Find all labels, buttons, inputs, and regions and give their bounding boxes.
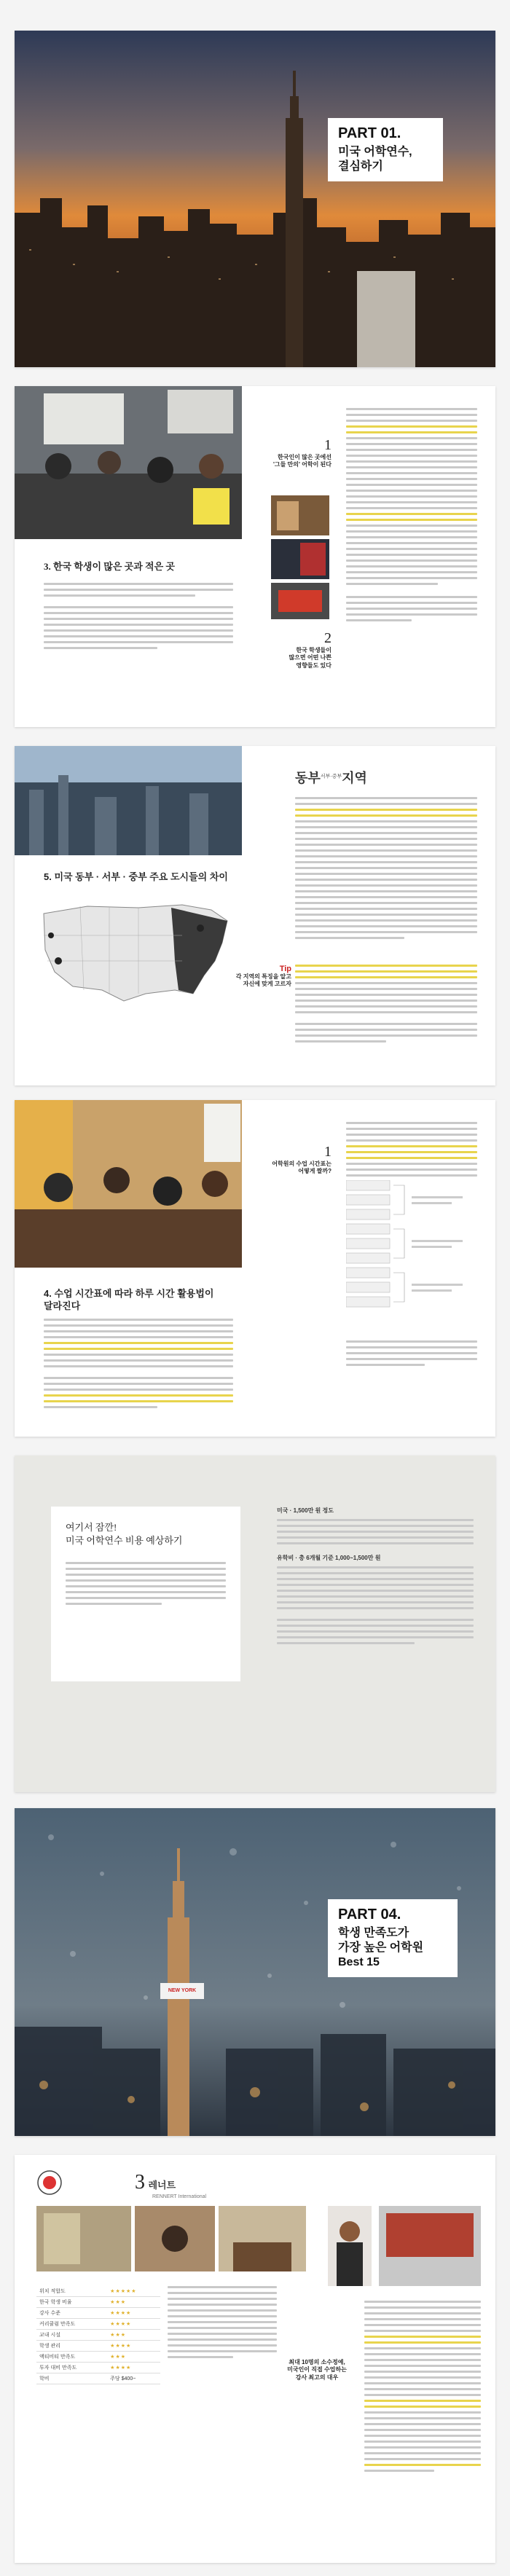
- body-text-right-bottom: [346, 1340, 477, 1370]
- sidebar-2: [266, 630, 332, 669]
- side-number-1: 1: [324, 437, 332, 453]
- school-name: 레너트: [148, 2180, 176, 2191]
- side-heading: 최대 10명의 소수정예, 미국인이 직접 수업하는 강사 최고의 대우: [287, 2359, 347, 2381]
- tip-label: Tip: [279, 965, 291, 973]
- school-photo-2: [135, 2206, 215, 2271]
- schedule-timetable-graphic: [346, 1180, 477, 1326]
- part01-title-box: [328, 118, 443, 181]
- table-row: 강사 수준 ★★★★: [36, 2308, 160, 2319]
- spread-regions: [15, 746, 495, 1085]
- part-label: PART 01.: [338, 125, 401, 141]
- us-map: [36, 892, 233, 1008]
- sidebar-1: [266, 1144, 332, 1176]
- body-text-right: [364, 2301, 481, 2475]
- cost-details: [277, 1507, 474, 1648]
- students-classroom-photo: [15, 1100, 242, 1268]
- cost-section-title: 여기서 잠깐! 미국 어학연수 비용 예상하기: [66, 1522, 183, 1547]
- school-logo: [36, 2169, 63, 2196]
- section-title: 5. 미국 동부 · 서부 · 중부 주요 도시들의 차이: [44, 871, 228, 882]
- table-row: 학비 주당 $400~: [36, 2373, 160, 2384]
- table-row: 커리큘럼 만족도 ★★★★: [36, 2319, 160, 2330]
- side-photo-1: [271, 495, 329, 535]
- spread-cost: [15, 1456, 495, 1792]
- region-heading: [295, 768, 477, 787]
- heading-end: 지역: [342, 771, 367, 785]
- table-row: 학생 관리 ★★★★: [36, 2341, 160, 2352]
- table-row: 한국 학생 비율 ★★★: [36, 2297, 160, 2308]
- body-text-middle: [168, 2286, 277, 2362]
- table-row: 액티비티 만족도 ★★★: [36, 2352, 160, 2363]
- spread-school-rennert: [15, 2155, 495, 2563]
- tip-sidebar: [233, 965, 291, 989]
- sidebar-1: [266, 437, 332, 469]
- body-text-right-bottom: [295, 965, 477, 1046]
- classroom-photo: [15, 386, 242, 539]
- body-text-right-top: [295, 797, 477, 943]
- part-title: 학생 만족도가 가장 높은 어학원 Best 15: [338, 1927, 424, 1968]
- part04-title-box: [328, 1899, 458, 1977]
- part-title: 미국 어학연수, 결심하기: [338, 146, 412, 173]
- side-number-1: 1: [324, 1144, 332, 1160]
- side-photo-3: [271, 583, 329, 619]
- city-aerial-photo: [15, 746, 242, 855]
- sidebar-highlight: [280, 2359, 353, 2381]
- cost-title-box: [51, 1507, 240, 1681]
- body-text-right: [346, 1122, 477, 1180]
- part-label: PART 04.: [338, 1907, 401, 1923]
- nyc-sunset-skyline-photo: [15, 31, 495, 367]
- school-name-en: RENNERT International: [152, 2194, 207, 2199]
- rating-table: [36, 2286, 160, 2384]
- spread-korean-students: [15, 386, 495, 727]
- heading-main: 동부: [295, 771, 321, 785]
- student-portrait-photo: [328, 2206, 372, 2286]
- school-photo-4: [379, 2206, 481, 2286]
- side-photo-2: [271, 539, 329, 579]
- tip-text: 각 지역의 특징을 알고 자신에 맞게 고르자: [235, 973, 291, 988]
- side-heading-1: 한국인이 많은 곳에선 '그들 만의' 어학이 된다: [272, 454, 332, 468]
- spread-part04-cover: [15, 1808, 495, 2136]
- side-heading-2: 한국 학생들이 많으면 어떤 나쁜 영향들도 있다: [289, 647, 332, 669]
- newyork-sign: NEW YORK: [160, 1983, 204, 1999]
- table-row: 투자 대비 만족도 ★★★★: [36, 2363, 160, 2373]
- cost-item-1: 미국 · 1,500만 원 정도: [277, 1507, 334, 1514]
- side-number-2: 2: [324, 630, 332, 646]
- section-title: 3. 한국 학생이 많은 곳과 적은 곳: [44, 561, 175, 572]
- table-row: 위치 적합도 ★★★★★: [36, 2286, 160, 2297]
- school-number: 3: [135, 2171, 145, 2194]
- cost-item-2: 유학비 · 총 6개월 기준 1,000~1,500만 원: [277, 1555, 381, 1561]
- body-text-right: [346, 408, 477, 625]
- body-text-left: [44, 1319, 233, 1412]
- body-text-left: [44, 583, 233, 653]
- school-photo-3: [219, 2206, 306, 2271]
- table-row: 교내 시설 ★★★: [36, 2330, 160, 2341]
- spread-part01-cover: [15, 31, 495, 367]
- school-photo-1: [36, 2206, 131, 2271]
- school-heading: [135, 2171, 244, 2199]
- side-heading-1: 어학원의 수업 시간표는 어떻게 짤까?: [272, 1161, 332, 1175]
- section-title: 4. 수업 시간표에 따라 하루 시간 활용법이 달라진다: [44, 1288, 214, 1311]
- spread-schedule: [15, 1100, 495, 1437]
- heading-sup: 서부·중부: [320, 774, 342, 780]
